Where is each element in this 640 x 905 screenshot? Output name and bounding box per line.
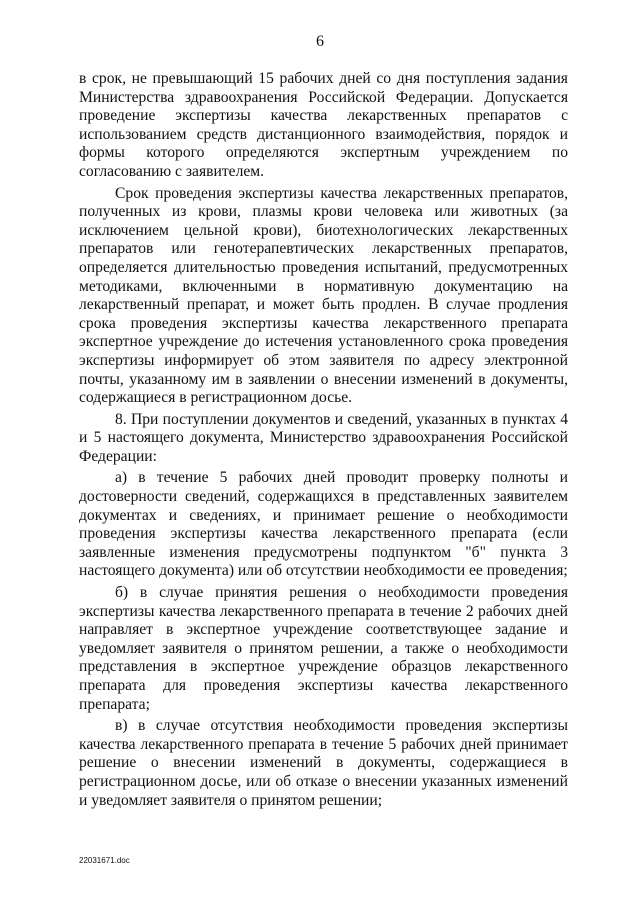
paragraph-continuation: в срок, не превышающий 15 рабочих дней со дня поступления задания Министерства здравоохранения Российской Федерации. Допускается проведение экспертизы качества лекарственных препаратов с использованием средств дистанционного взаимодействия, порядок и формы которого определяются экспертным учреждением по согласованию с заявителем. [79, 70, 568, 180]
paragraph-expertise-term: Срок проведения экспертизы качества лекарственных препаратов, полученных из крови, плазмы крови человека или животных (за исключением цельной крови), биотехнологических лекарственных препаратов или генотерапевтических лекарственных препаратов, определяется длительностью проведения испытаний, предусмотренных методиками, включенными в нормативную документацию на лекарственный препарат, и может быть продлен. В случае продления срока проведения экспертизы качества лекарственного препарата экспертное учреждение до истечения установленного срока проведения экспертизы информирует об этом заявителя по адресу электронной почты, указанному им в заявлении о внесении изменений в документы, содержащиеся в регистрационном досье. [79, 184, 568, 407]
paragraph-subitem-a: а) в течение 5 рабочих дней проводит проверку полноты и достоверности сведений, содержащихся в представленных заявителем документах и сведениях, и принимает решение о необходимости проведения экспертизы качества лекарственного препарата (если заявленные изменения предусмотрены подпунктом "б" пункта 3 настоящего документа) или об отсутствии необходимости ее проведения; [79, 469, 568, 580]
paragraph-item-8: 8. При поступлении документов и сведений, указанных в пунктах 4 и 5 настоящего документа, Министерство здравоохранения Российской Федерации: [79, 410, 568, 465]
paragraph-subitem-v: в) в случае отсутствия необходимости проведения экспертизы качества лекарственного препарата в течение 5 рабочих дней принимает решение о внесении изменений в документы, содержащиеся в регистрационном досье, или об отказе о внесении указанных изменений и уведомляет заявителя о принятом решении; [79, 717, 568, 809]
paragraph-subitem-b: б) в случае принятия решения о необходимости проведения экспертизы качества лекарственного препарата в течение 2 рабочих дней направляет в экспертное учреждение соответствующее задание и уведомляет заявителя о принятом решении, а также о необходимости представления в экспертное учреждение образцов лекарственного препарата для проведения экспертизы качества лекарственного препарата; [79, 584, 568, 713]
document-body [79, 70, 568, 810]
page-number: 6 [316, 33, 324, 50]
document-file-code: 22031671.doc [79, 856, 130, 865]
